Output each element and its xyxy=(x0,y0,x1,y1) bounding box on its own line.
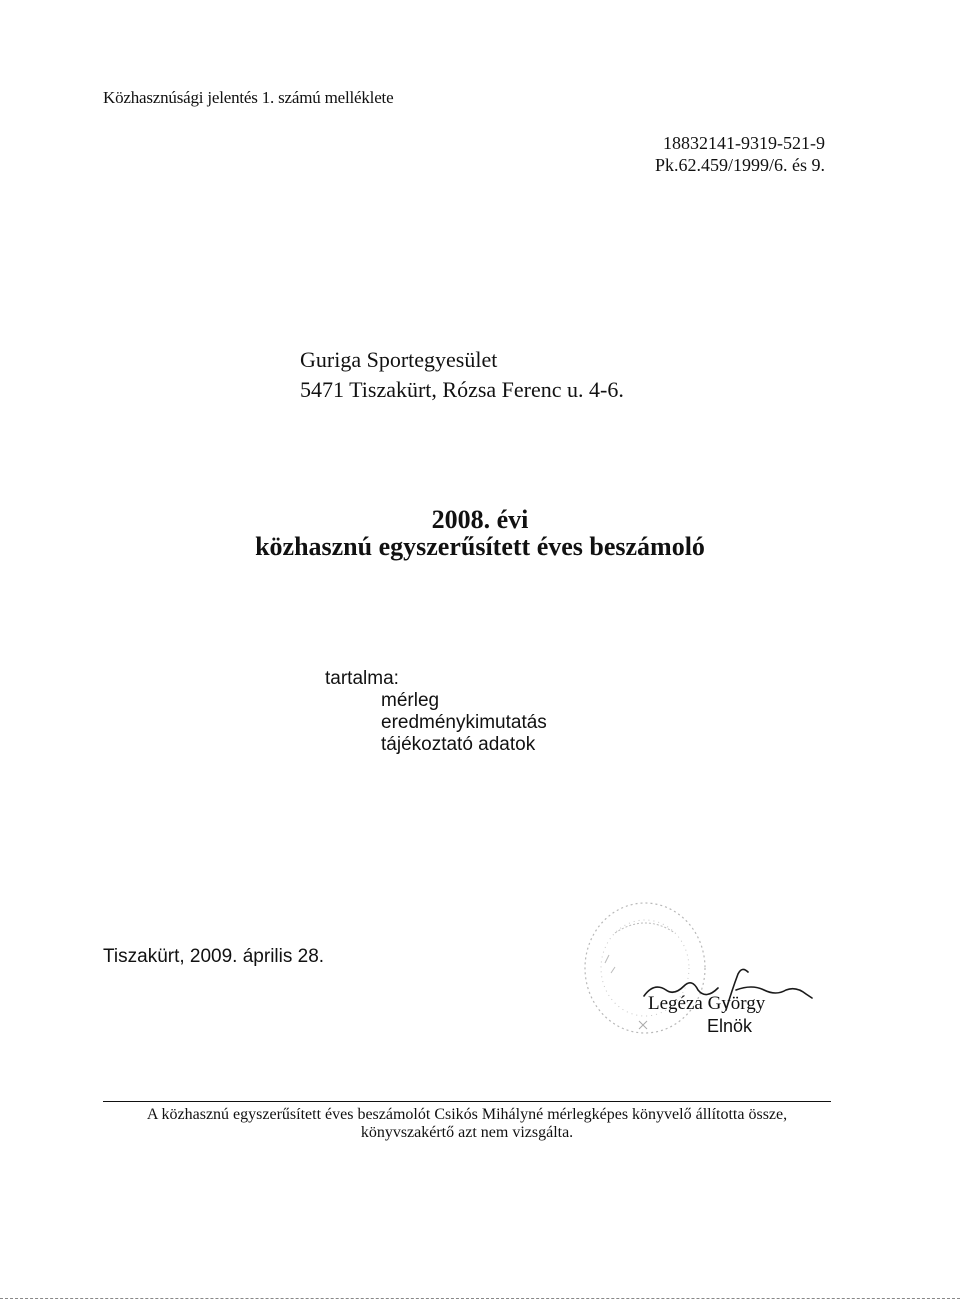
report-year-title: 2008. évi xyxy=(431,505,529,534)
footnote xyxy=(103,1106,831,1142)
annex-title: Közhasznúsági jelentés 1. számú melléklete xyxy=(103,88,394,107)
signatory-role: Elnök xyxy=(707,1016,753,1036)
contents-item-information: tájékoztató adatok xyxy=(381,734,536,755)
place-and-date: Tiszakürt, 2009. április 28. xyxy=(103,946,325,967)
contents-list xyxy=(381,690,547,756)
contents-item-income-statement: eredménykimutatás xyxy=(381,712,547,733)
contents-item-balance-sheet: mérleg xyxy=(381,690,440,711)
footnote-line-2: könyvszakértő azt nem vizsgálta. xyxy=(360,1124,574,1141)
footnote-divider xyxy=(103,1101,831,1102)
registry-number: Pk.62.459/1999/6. és 9. xyxy=(654,155,825,175)
footnote-line-1: A közhasznú egyszerűsített éves beszámolót Csikós Mihályné mérlegképes könyvelő állította össze, xyxy=(146,1106,788,1123)
scan-edge-line xyxy=(0,1298,960,1299)
identifiers-block xyxy=(655,132,825,176)
signatory-name: Legéza György xyxy=(648,993,766,1014)
contents-label: tartalma: xyxy=(325,668,399,689)
report-main-title: közhasznú egyszerűsített éves beszámoló xyxy=(255,532,705,561)
organization-name: Guriga Sportegyesület xyxy=(300,347,498,372)
tax-id: 18832141-9319-521-9 xyxy=(663,133,825,153)
organization-address: 5471 Tiszakürt, Rózsa Ferenc u. 4-6. xyxy=(300,377,624,402)
handwritten-signature-icon xyxy=(640,960,820,1020)
organization-block xyxy=(300,345,624,405)
